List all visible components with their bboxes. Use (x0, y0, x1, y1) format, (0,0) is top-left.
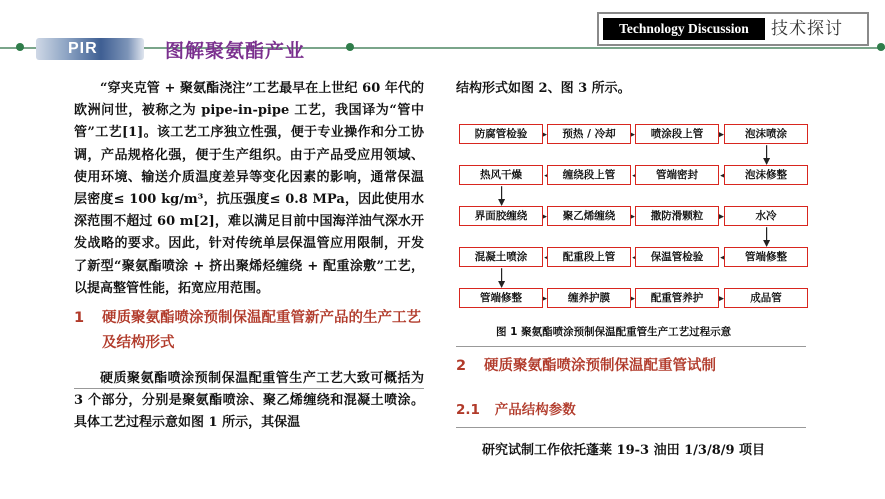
flow-step: 成品管 (724, 288, 808, 308)
section-1-number: 1 (74, 310, 85, 327)
flow-step: 配重管养护 (635, 288, 719, 308)
left-column (74, 78, 424, 435)
flow-step: 管端修整 (459, 288, 543, 308)
intro-paragraph: “穿夹克管 + 聚氨酯浇注”工艺最早在上世纪 60 年代的欧洲问世，被称之为 pipe-in-pipe 工艺，我国译为“管中管”工艺[1]。该工艺工序独立性强，便于专业操作和分工协调，产品规格化强，便于生产组织。由于产品受应用领域、使用环境、输送介质温度差异等变化因素的影响，通常保温层密度≤ 100 kg/m³，抗压强度≤ 0.8 MPa，因此使用水深范围不超过 60 m[2]，难以满足目前中国海洋油气深水开发战略的要求。因此，针对传统单层保温管应用限制，开发了新型“聚氨酯喷涂 + 挤出聚烯烃缠绕 + 配重涂敷”工艺，以提高整管性能，拓宽应用范围。 (74, 81, 424, 296)
flow-step: 预热 / 冷却 (547, 124, 631, 144)
header-rule-dot (16, 43, 24, 51)
section-2-heading (456, 354, 806, 379)
section-divider (74, 388, 424, 389)
flow-step: 缠绕段上管 (547, 165, 631, 185)
right-column-top (456, 78, 806, 100)
right-column-bottom-text (456, 440, 806, 462)
subsection-2-1-title: 产品结构参数 (494, 402, 576, 418)
subsection-2-1-number: 2.1 (456, 402, 480, 418)
column-label-chinese: 技术探讨 (771, 19, 843, 39)
column-label-english: Technology Discussion (603, 18, 765, 40)
right-column-bottom (456, 354, 806, 421)
header-rule-dot (877, 43, 885, 51)
process-flowchart (456, 114, 806, 318)
flow-step: 聚乙烯缠绕 (547, 206, 631, 226)
flow-step: 管端修整 (724, 247, 808, 267)
section-1-paragraph: 硬质聚氨酯喷涂预制保温配重管生产工艺大致可概括为 3 个部分，分别是聚氨酯喷涂、聚乙烯缠绕和混凝土喷涂。具体工艺过程示意如图 1 所示，其保温 (74, 371, 424, 431)
subsection-2-1-heading (456, 399, 806, 421)
page-title: 图解聚氨酯产业 (165, 40, 306, 62)
flow-step: 泡沫修整 (724, 165, 808, 185)
section-1-title: 硬质聚氨酯喷涂预制保温配重管新产品的生产工艺及结构形式 (102, 310, 421, 352)
section-2-title: 硬质聚氨酯喷涂预制保温配重管试制 (484, 358, 716, 374)
column-label-box (597, 12, 869, 46)
flow-step: 混凝土喷涂 (459, 247, 543, 267)
section-divider (456, 346, 806, 347)
flow-step: 撒防滑颗粒 (635, 206, 719, 226)
flow-step: 热风干燥 (459, 165, 543, 185)
section-1-heading (74, 306, 424, 356)
continuation-text: 结构形式如图 2、图 3 所示。 (456, 81, 631, 96)
flow-step: 保温管检验 (635, 247, 719, 267)
figure-1-caption: 图 1 聚氨酯喷涂预制保温配重管生产工艺过程示意 (496, 326, 732, 338)
flow-step: 水冷 (724, 206, 808, 226)
flow-step: 泡沫喷涂 (724, 124, 808, 144)
section-2-number: 2 (456, 358, 467, 374)
subsection-2-1-paragraph: 研究试制工作依托蓬莱 19-3 油田 1/3/8/9 项目 (482, 443, 766, 458)
flow-step: 缠养护膜 (547, 288, 631, 308)
flow-step: 管端密封 (635, 165, 719, 185)
section-divider (456, 427, 806, 428)
flow-step: 喷涂段上管 (635, 124, 719, 144)
section-tag: PIR (68, 40, 98, 57)
flow-step: 界面胶缠绕 (459, 206, 543, 226)
flow-step: 防腐管检验 (459, 124, 543, 144)
flow-step: 配重段上管 (547, 247, 631, 267)
header-rule-dot (346, 43, 354, 51)
